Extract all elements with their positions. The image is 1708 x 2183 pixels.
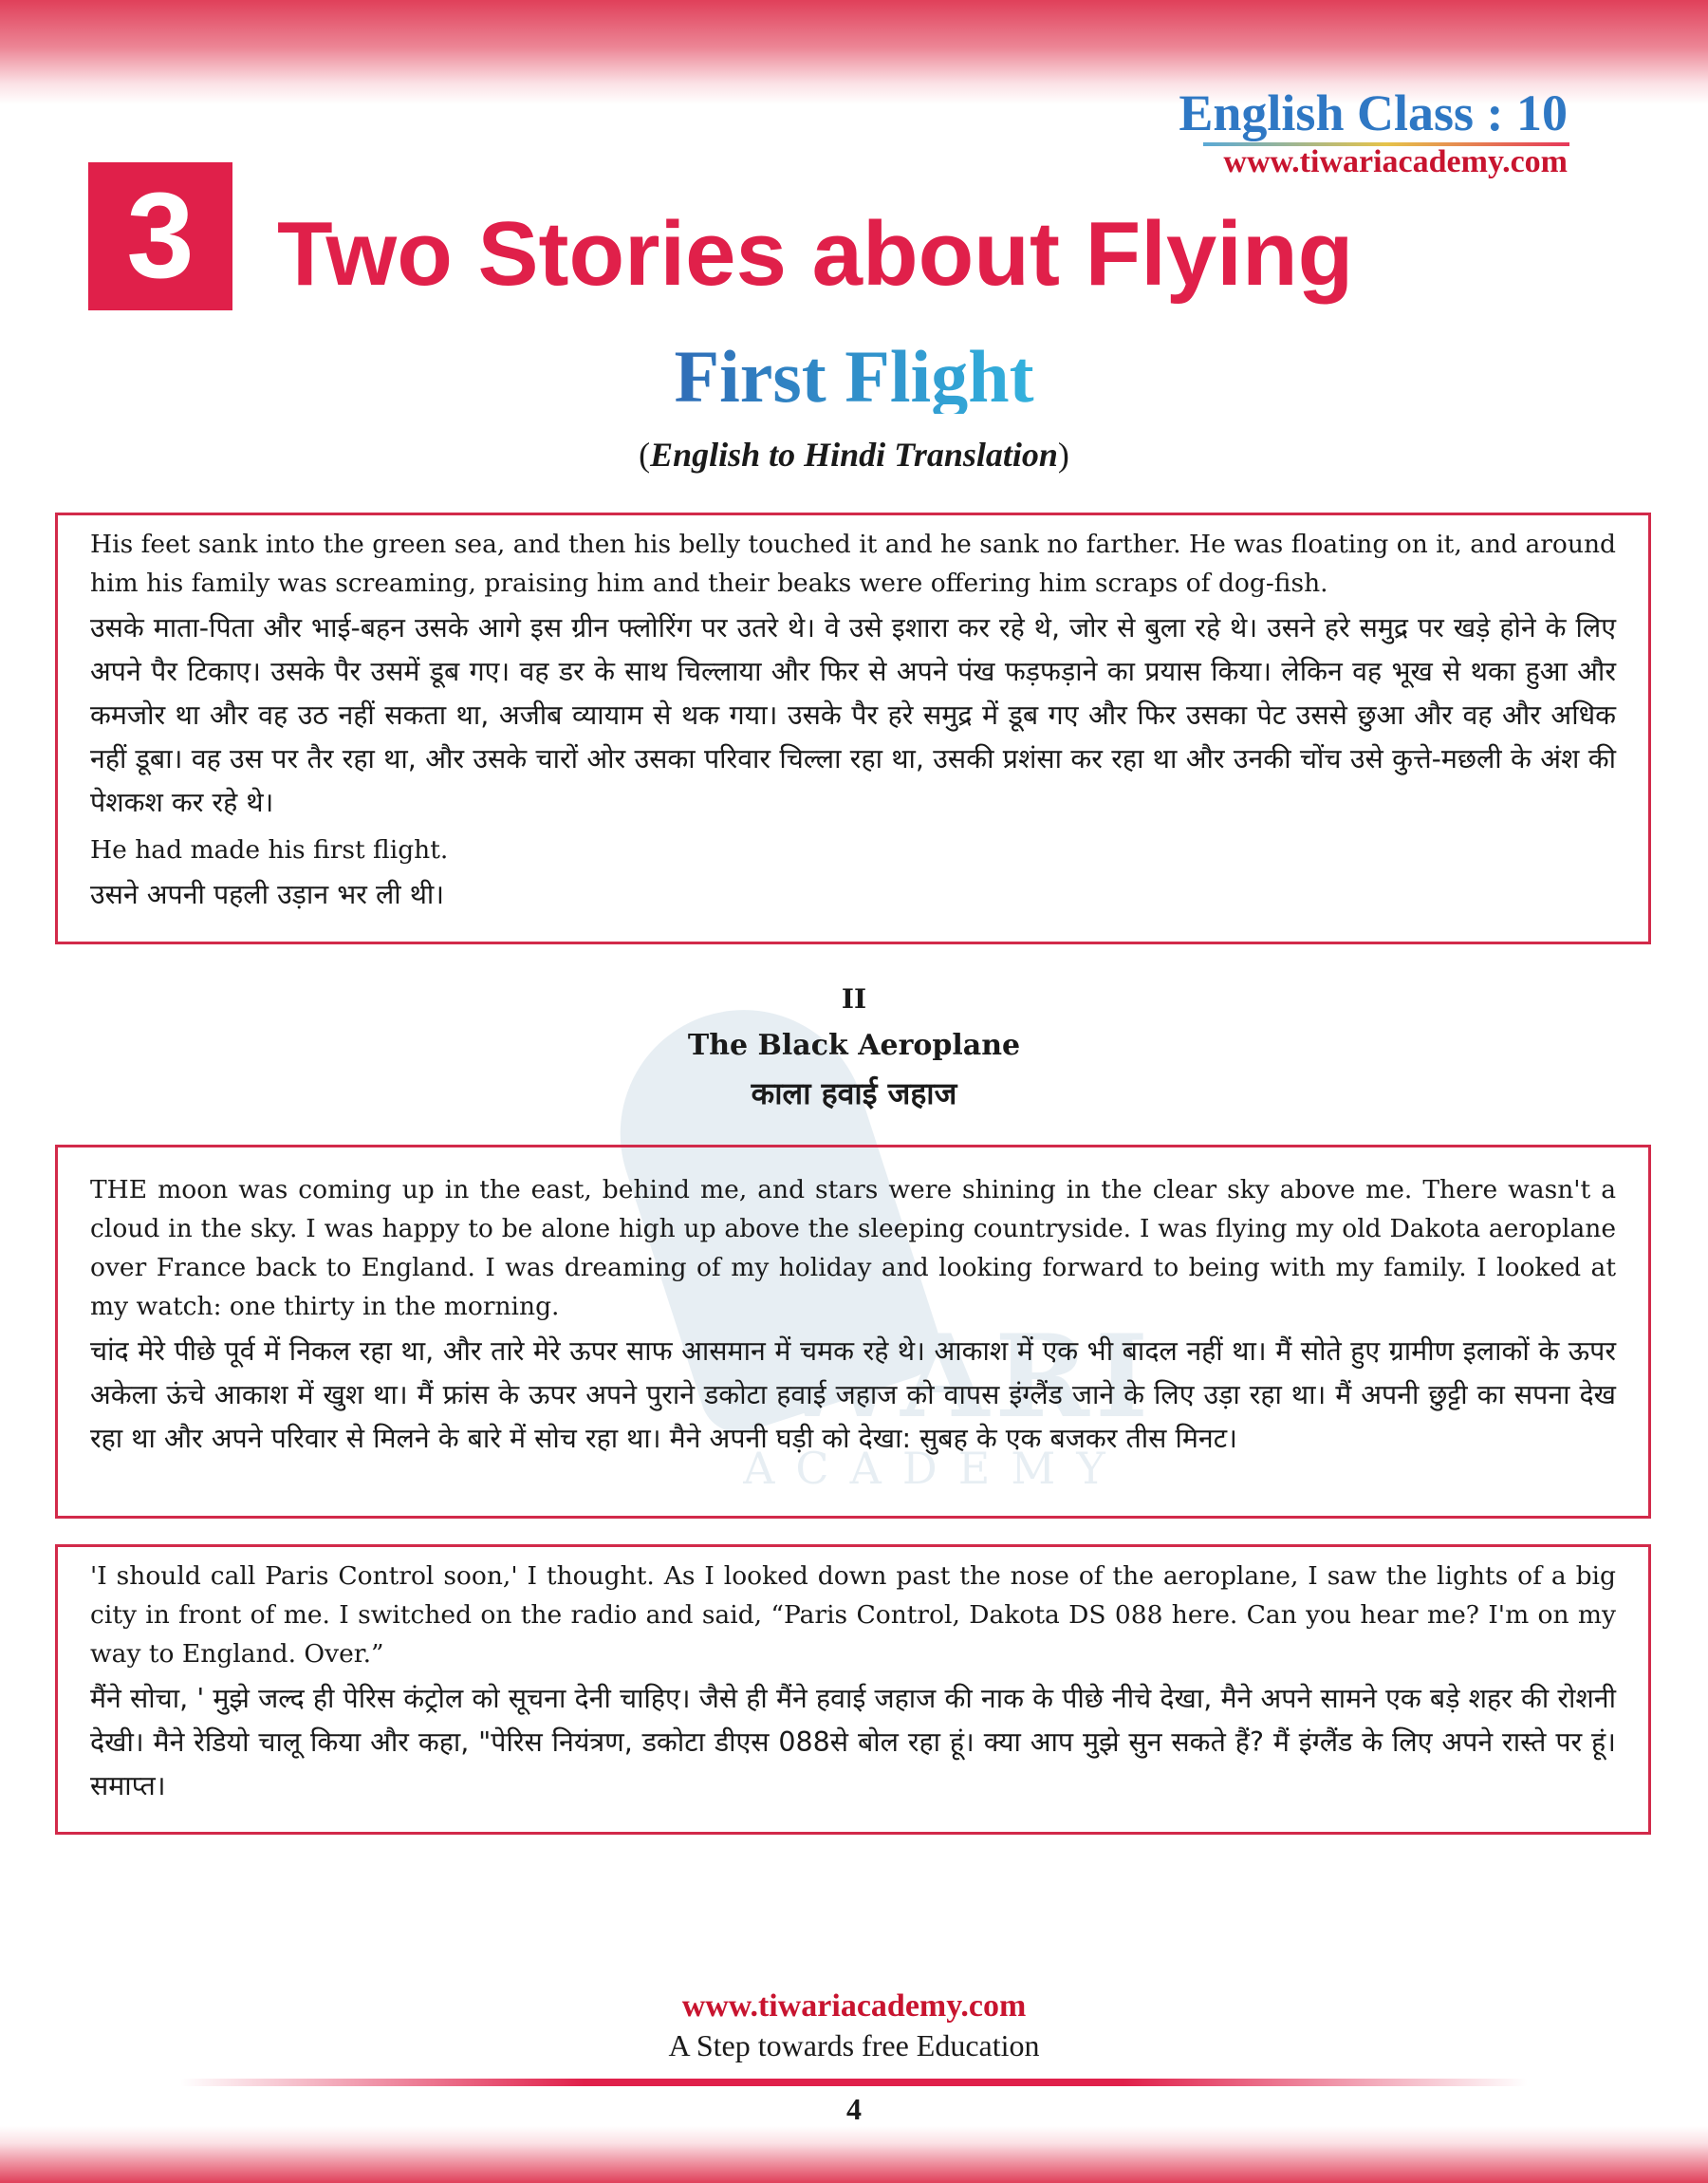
section-numeral: II [841, 983, 867, 1015]
hindi-paragraph: मैंने सोचा, ' मुझे जल्द ही पेरिस कंट्रोल को सूचना देनी चाहिए। जैसे ही मैंने हवाई जहाज की नाक के पीछे नीचे देखा, मैने अपने सामने एक बड़े शहर की रोशनी देखी। मैने रेडियो चालू किया और कहा, "पेरिस नियंत्रण, डकोटा डीएस 088से बोल रहा हूं। क्या आप मुझे सुन सकते हैं? मैं इंग्लैंड के लिए अपने रास्ते पर हूं। समाप्त। [90, 1683, 1616, 1801]
hindi-paragraph: उसने अपनी पहली उड़ान भर ली थी। [90, 879, 445, 910]
english-paragraph: He had made his first flight. [90, 835, 449, 865]
section-title-hindi: काला हवाई जहाज [751, 1075, 957, 1111]
page-number: 4 [846, 2092, 862, 2126]
section-title: The Black Aeroplane [687, 1029, 1021, 1062]
passage-box-first-flight [55, 513, 1651, 944]
passage-box-black-aeroplane-2 [55, 1544, 1651, 1835]
hindi-paragraph: उसके माता-पिता और भाई-बहन उसके आगे इस ग्रीन फ्लोरिंग पर उतरे थे। वे उसे इशारा कर रहे थे, जोर से बुला रहे थे। उसने हरे समुद्र पर खड़े होने के लिए अपने पैर टिकाए। उसके पैर उसमें डूब गए। वह डर के साथ चिल्लाया और फिर से अपने पंख फड़फड़ाने का प्रयास किया। लेकिन वह भूख से थका हुआ और कमजोर था और वह उठ नहीं सकता था, अजीब व्यायाम से थक गया। उसके पैर हरे समुद्र में डूब गए और फिर उसका पेट उससे छुआ और वह और अधिक नहीं डूबा। वह उस पर तैर रहा था, और उसके चारों ओर उसका परिवार चिल्ला रहा था, उसकी प्रशंसा कर रहा था और उनकी चोंच उसे कुत्ते-मछली के अंश की पेशकश कर रहे थे। [90, 612, 1616, 818]
footer-tagline: A Step towards free Education [668, 2028, 1040, 2062]
bottom-gradient-band [0, 2126, 1708, 2183]
watermark-text: IWARI [715, 1310, 1155, 1444]
passage-box-black-aeroplane-1 [55, 1145, 1651, 1519]
header-site-link[interactable]: www.tiwariacademy.com [1223, 144, 1568, 179]
translation-note [0, 435, 1708, 475]
note-italic-text: English to Hindi Translation [650, 436, 1058, 474]
english-paragraph: His feet sank into the green sea, and then his belly touched it and he sank no farther. He was floating on it, and around him his family was screaming, praising him and their beaks were offering him scraps of dog-fish. [90, 530, 1616, 598]
english-paragraph: 'I should call Paris Control soon,' I thought. As I looked down past the nose of the aeroplane, I saw the lights of a big city in front of me. I switched on the radio and said, “Paris Control, Dakota DS 088 here. Can you hear me? I'm on my way to England. Over.” [90, 1561, 1616, 1669]
chapter-title: Two Stories about Flying [277, 203, 1354, 305]
footer-site-link[interactable]: www.tiwariacademy.com [681, 1988, 1027, 2024]
note-open-paren: ( [639, 436, 651, 474]
class-label: English Class : 10 [1179, 84, 1568, 141]
footer-divider [180, 2079, 1528, 2086]
watermark-subtext: ACADEMY [743, 1443, 1126, 1494]
note-close-paren: ) [1057, 436, 1069, 474]
chapter-number-badge: 3 [88, 162, 232, 310]
hindi-paragraph: चांद मेरे पीछे पूर्व में निकल रहा था, और तारे मेरे ऊपर साफ आसमान में चमक रहे थे। आकाश में एक भी बादल नहीं था। मैं सोते हुए ग्रामीण इलाकों के ऊपर अकेला ऊंचे आकाश में खुश था। मैं फ्रांस के ऊपर अपने पुराने डकोटा हवाई जहाज को वापस इंग्लैंड जाने के लिए उड़ा रहा था। मैं अपनी छुट्टी का सपना देख रहा था और अपने परिवार से मिलने के बारे में सोच रहा था। मैने अपनी घड़ी को देखा: सुबह के एक बजकर तीस मिनट। [90, 1335, 1616, 1454]
story-title: First Flight [0, 340, 1708, 414]
english-paragraph: THE moon was coming up in the east, behind me, and stars were shining in the clear sky above me. There wasn't a cloud in the sky. I was happy to be alone high up above the sleeping countryside. I was flying my old Dakota aeroplane over France back to England. I was dreaming of my holiday and looking forward to being with my family. I looked at my watch: one thirty in the morning. [90, 1175, 1616, 1321]
